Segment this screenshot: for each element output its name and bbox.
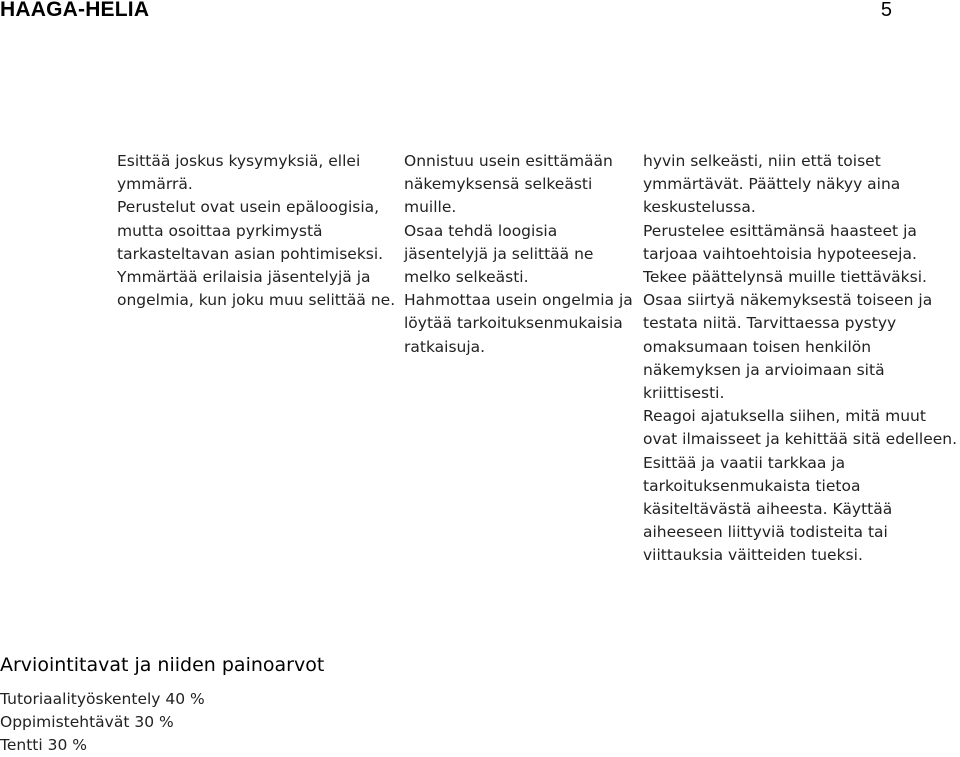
criteria-paragraph: Esittää joskus kysymyksiä, ellei ymmärrä. bbox=[117, 152, 361, 194]
criteria-paragraph: Onnistuu usein esittämään näkemyksensä selkeästi muille. bbox=[404, 152, 613, 217]
header-title: HAAGA-HELIA bbox=[0, 0, 150, 21]
page-number: 5 bbox=[880, 0, 892, 21]
criteria-paragraph: Perustelee esittämänsä haasteet ja tarjoaa vaihtoehtoisia hypoteeseja. Tekee päättelynsä muille tiettäväksi. bbox=[643, 221, 927, 287]
list-item: Oppimistehtävät 30 % bbox=[0, 713, 174, 731]
criteria-paragraph: Reagoi ajatuksella siihen, mitä muut ovat ilmaisseet ja kehittää sitä edelleen. bbox=[643, 407, 958, 449]
criteria-paragraph: Osaa tehdä loogisia jäsentelyjä ja selittää ne melko selkeästi. bbox=[404, 221, 594, 287]
list-item: Tentti 30 % bbox=[0, 736, 87, 754]
list-item: Tutoriaalityöskentely 40 % bbox=[0, 690, 205, 708]
assessment-weights bbox=[0, 652, 324, 757]
criteria-paragraph: Perustelut ovat usein epäloogisia, mutta osoittaa pyrkimystä tarkasteltavan asian pohtimiseksi. Ymmärtää erilaisia jäsentelyjä ja ongelmia, kun joku muu selittää ne. bbox=[117, 198, 396, 310]
criteria-column-3 bbox=[643, 150, 960, 568]
criteria-column-1 bbox=[117, 150, 399, 312]
criteria-paragraph: hyvin selkeästi, niin että toiset ymmärtävät. Päättely näkyy aina keskustelussa. bbox=[643, 152, 901, 217]
criteria-paragraph: Hahmottaa usein ongelmia ja löytää tarkoituksenmukaisia ratkaisuja. bbox=[404, 291, 633, 356]
section-heading: Arviointitavat ja niiden painoarvot bbox=[0, 654, 325, 676]
criteria-column-2 bbox=[404, 150, 640, 359]
weights-list bbox=[0, 688, 324, 757]
criteria-paragraph: Esittää ja vaatii tarkkaa ja tarkoituksenmukaista tietoa käsiteltävästä aiheesta. Käyttää aiheeseen liittyviä todisteita tai viittauksia väitteiden tueksi. bbox=[643, 453, 893, 565]
criteria-paragraph: Osaa siirtyä näkemyksestä toiseen ja testata niitä. Tarvittaessa pystyy omaksumaan toisen henkilön näkemyksen ja arvioimaan sitä kriittisesti. bbox=[643, 291, 933, 403]
